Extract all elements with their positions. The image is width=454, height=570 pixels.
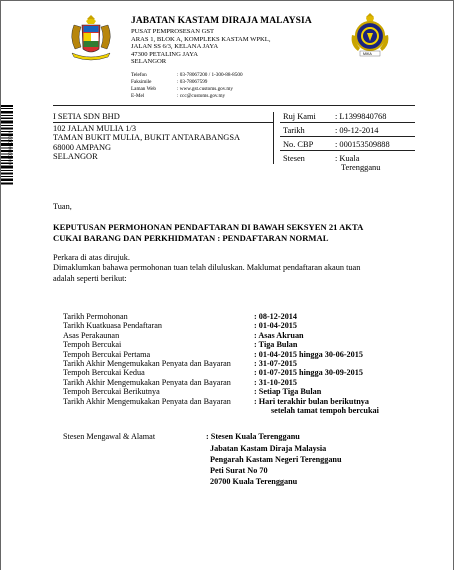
intro-line-2: Dimaklumkan bahawa permohonan tuan telah diluluskan. Maklumat pendaftaran akaun tuan [53, 263, 361, 272]
detail-value: : 01-04-2015 [254, 321, 297, 331]
station-line-3: Pengarah Kastam Negeri Terengganu [210, 455, 342, 464]
station-line-4: Peti Surat No 70 [210, 466, 268, 475]
detail-value: : 08-12-2014 [254, 312, 297, 321]
contact-fax-value: : 03-78067599 [177, 79, 208, 85]
subject-line-2: CUKAI BARANG DAN PERKHIDMATAN : PENDAFTARAN NORMAL [53, 233, 329, 243]
detail-value: : 01-07-2015 hingga 30-09-2015 [254, 368, 363, 378]
contact-phone-label: Telefon [131, 72, 147, 78]
ref-value-tarikh: : 09-12-2014 [335, 126, 379, 135]
detail-label: Tarikh Akhir Mengemukakan Penyata dan Bayaran [63, 359, 231, 368]
detail-label: Tarikh Kuatkuasa Pendaftaran [63, 321, 163, 331]
detail-label: Tarikh Akhir Mengemukakan Penyata dan Bayaran [63, 396, 231, 406]
detail-label: Asas Perakaunan [63, 330, 120, 340]
ref-label-stesen: Stesen [283, 154, 305, 163]
station-line-2: Jabatan Kastam Diraja Malaysia [210, 444, 327, 453]
detail-value: : 31-07-2015 [254, 359, 297, 368]
station-line-5: 20700 Kuala Terengganu [210, 477, 298, 486]
intro-line-1: Perkara di atas dirujuk. [53, 253, 130, 262]
salutation: Tuan, [53, 202, 72, 211]
detail-label: Tarikh Akhir Mengemukakan Penyata dan Bayaran [63, 377, 231, 387]
recipient-line-4: 68000 AMPANG [53, 142, 112, 152]
org-address-3: JALAN SS 6/3, KELANA JAYA [131, 43, 219, 51]
station-line-1: : Stesen Kuala Terengganu [206, 432, 300, 441]
org-name: JABATAN KASTAM DIRAJA MALAYSIA [131, 16, 312, 26]
subject-line-1: KEPUTUSAN PERMOHONAN PENDAFTARAN DI BAWAH SEKSYEN 21 AKTA [53, 222, 364, 232]
contact-fax-label: Faksimile [131, 79, 152, 85]
contact-email-label: E-Mel [131, 93, 145, 99]
org-address-4: 47300 PETALING JAYA [131, 50, 198, 58]
org-address-1: PUSAT PEMPROSESAN GST [131, 28, 215, 35]
detail-value: : 01-04-2015 hingga 30-06-2015 [254, 349, 363, 359]
ref-divider-1 [280, 122, 415, 123]
ref-label-rujkami: Ruj Kami [283, 112, 316, 121]
ref-value-rujkami: : L1399840768 [335, 112, 387, 121]
ref-label-tarikh: Tarikh [283, 126, 305, 135]
detail-value: : Setiap Tiga Bulan [254, 387, 322, 397]
contact-phone-value: : 03-78067200 / 1-300-88-8500 [177, 72, 243, 78]
org-address-2: ARAS 1, BLOK A, KOMPLEKS KASTAM WPKL, [131, 35, 271, 43]
intro-line-3: adalah seperti berikut: [53, 274, 127, 283]
header-divider [53, 105, 415, 106]
coat-of-arms-icon [64, 13, 118, 63]
ref-divider-2 [280, 136, 415, 137]
emblem-caption: MIKA [363, 52, 372, 56]
recipient-line-1: I SETIA SDN BHD [53, 112, 120, 121]
detail-value: : Hari terakhir bulan berikutnya [254, 396, 369, 406]
detail-label: Tempoh Bercukai [63, 340, 122, 350]
detail-label: Tempoh Bercukai Pertama [63, 349, 151, 359]
ref-value-nocbp: : 000153509888 [335, 140, 390, 149]
ref-value-stesen: : Kuala [335, 154, 360, 163]
contact-web-label: Laman Web [131, 86, 156, 92]
detail-value: : Tiga Bulan [254, 340, 298, 350]
contact-web-value: : www.gst.customs.gov.my [177, 86, 233, 92]
detail-value: : Asas Akruan [254, 330, 304, 340]
detail-value: : 31-10-2015 [254, 377, 297, 387]
station-label: Stesen Mengawal & Alamat [63, 432, 156, 441]
contact-email-value: : ccc@customs.gov.my [177, 93, 226, 99]
org-address-5: SELANGOR [131, 58, 167, 66]
recipient-divider [53, 122, 273, 123]
detail-label: Tempoh Bercukai Berikutnya [63, 387, 160, 397]
detail-label: Tarikh Permohonan [63, 312, 128, 321]
ref-label-nocbp: No. CBP [283, 140, 314, 149]
recipient-right-border [273, 112, 274, 164]
recipient-line-3: TAMAN BUKIT MULIA, BUKIT ANTARABANGSA [53, 133, 241, 142]
detail-value-cont: setelah tamat tempoh bercukai [271, 406, 379, 415]
recipient-line-2: 102 JALAN MULIA 1/3 [53, 123, 137, 133]
detail-label: Tempoh Bercukai Kedua [63, 368, 145, 378]
document-serial-vertical: 0000000000039 [7, 130, 13, 165]
ref-divider-3 [280, 150, 415, 151]
ref-value-stesen-cont: Terengganu [341, 163, 381, 172]
page-left-edge [0, 0, 1, 570]
page-top-edge [0, 0, 454, 1]
recipient-line-5: SELANGOR [53, 152, 98, 161]
